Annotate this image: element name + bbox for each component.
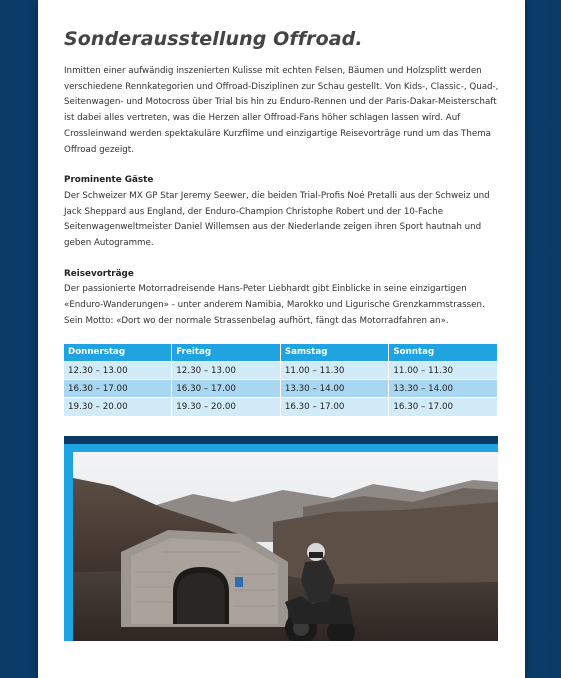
schedule-cell: 16.30 – 17.00: [172, 380, 281, 398]
table-row: [64, 362, 498, 380]
schedule-cell: 16.30 – 17.00: [280, 398, 389, 416]
article: [64, 28, 502, 416]
table-row: [64, 398, 498, 416]
photo-frame-accent-left: [64, 444, 73, 641]
talks-heading: Reisevorträge: [64, 268, 134, 279]
schedule-cell: 11.00 – 11.30: [389, 362, 498, 380]
schedule-cell: 12.30 – 13.00: [64, 362, 172, 380]
offroad-motorcycle-photo: [73, 452, 498, 641]
photo-frame-accent-top: [64, 444, 498, 452]
schedule-table: [64, 344, 498, 416]
schedule-cell: 16.30 – 17.00: [64, 380, 172, 398]
schedule-cell: 13.30 – 14.00: [389, 380, 498, 398]
table-row: [64, 380, 498, 398]
schedule-cell: 11.00 – 11.30: [280, 362, 389, 380]
schedule-cell: 12.30 – 13.00: [172, 362, 281, 380]
guests-paragraph: Der Schweizer MX GP Star Jeremy Seewer, die beiden Trial-Profis Noé Pretalli aus der Schweiz und Jack Sheppard aus England, der Enduro-Champion Christophe Robert und der 10-Fache Seitenwagenweltmeister Daniel Willemsen aus der Niederlande zeigen ihren Sport hautnah und geben Autogramme.: [64, 190, 490, 249]
schedule-header-cell: Donnerstag: [64, 344, 172, 362]
schedule-header-cell: Sonntag: [389, 344, 498, 362]
schedule-cell: 13.30 – 14.00: [280, 380, 389, 398]
guests-heading: Prominente Gäste: [64, 175, 154, 186]
photo-frame: [64, 436, 498, 641]
schedule-cell: 19.30 – 20.00: [172, 398, 281, 416]
page-sheet: [38, 0, 525, 678]
talks-paragraph: Der passionierte Motorradreisende Hans-Peter Liebhardt gibt Einblicke in seine einzigartigen «Enduro-Wanderungen» - unter anderem Namibia, Marokko und Ligurische Grenzkammstrassen. Sein Motto: «Dort wo der normale Strassenbelag aufhört, fängt das Motorradfahren an».: [64, 284, 485, 326]
schedule-header-cell: Samstag: [280, 344, 389, 362]
schedule-header-cell: Freitag: [172, 344, 281, 362]
schedule-cell: 16.30 – 17.00: [389, 398, 498, 416]
schedule-cell: 19.30 – 20.00: [64, 398, 172, 416]
intro-paragraph: Inmitten einer aufwändig inszenierten Kulisse mit echten Felsen, Bäumen und Holzsplitt werden verschiedene Rennkategorien und Offroad-Disziplinen zur Schau gestellt. Von Kids-, Classic-, Quad-, Seitenwagen- und Motocross über Trial bis hin zu Enduro-Rennen und der Paris-Dakar-Meisterschaft ist dabei alles vertreten, was die Herzen aller Offroad-Fans höher schlagen lassen wird. Auf Crossleinwand werden spektakuläre Kurzfilme und einzigartige Reisevorträge rund um das Thema Offroad gezeigt.: [64, 66, 499, 155]
page-title: Sonderausstellung Offroad.: [64, 28, 363, 50]
schedule-header-row: [64, 344, 498, 362]
